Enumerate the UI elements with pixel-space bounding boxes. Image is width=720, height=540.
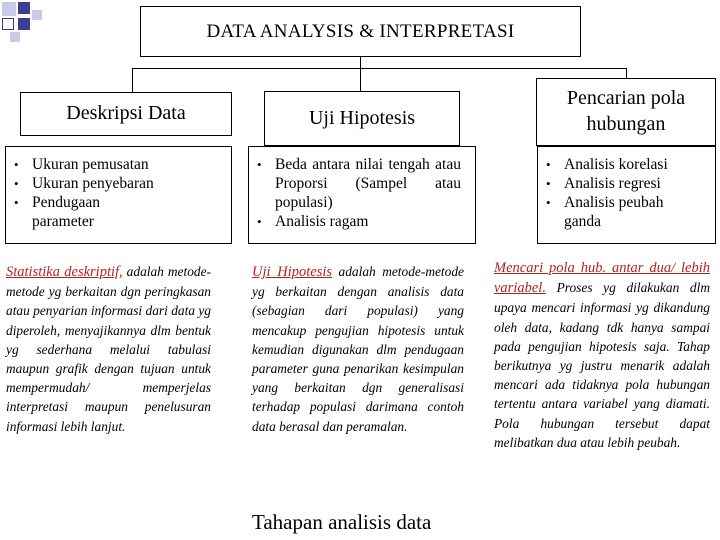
bullet-item: • Ukuran pemusatan — [6, 155, 231, 174]
decorative-square — [2, 2, 16, 16]
bullet-item: • Analisis peubah ganda — [538, 193, 715, 231]
term-uji-hipotesis: Uji Hipotesis — [252, 264, 333, 280]
heading-box-pencarian-pola — [536, 78, 716, 146]
bullet-item: • Ukuran penyebaran — [6, 174, 231, 193]
bullet-item: • Analisis regresi — [538, 174, 715, 193]
description-text: adalah metode-metode yg berkaitan dgn peringkasan atau penyarian informasi dari data yg diperoleh, menyajikannya dlm bentuk yg sederhana melalui tabulasi maupun grafik dengan tujuan untuk mempermudah/ memperjelas interpretasi maupun penelusuran informasi lebih lanjut. — [6, 264, 211, 434]
bullet-box-uji-hipotesis — [248, 146, 476, 244]
bullet-box-pencarian-pola — [537, 146, 716, 244]
bullet-list-uji-hipotesis — [249, 155, 475, 231]
bullet-list-pencarian-pola — [538, 155, 715, 231]
decorative-square — [10, 32, 20, 42]
description-text: Proses yg dilakukan dlm upaya mencari informasi yg dikandung oleh data, kadang tdk hanya sampai pada pengujian hipotesis saja. Tahap berikutnya yg justru menarik adalah mencari ada tidaknya pola hubungan tertentu antara variabel yang diamati. Pola hubungan tersebut dapat melibatkan dua atau lebih peubah. — [494, 280, 710, 450]
decorative-square — [18, 2, 30, 14]
diagram-title: DATA ANALYSIS & INTERPRETASI — [206, 21, 515, 42]
description-text: adalah metode-metode yg berkaitan dengan analisis data (sebagian dari populasi) yang mencakup pengujian hipotesis untuk kemudian digunakan dlm pendugaan parameter guna penarikan kesimpulan yang berkaitan dgn generalisasi terhadap populasi darimana contoh data berasal dan peramalan. — [252, 264, 464, 434]
connector-line — [132, 68, 626, 69]
heading-pencarian-pola: Pencarian pola hubungan — [566, 87, 686, 135]
bullet-list-deskripsi — [6, 155, 231, 231]
bullet-item: • Analisis ragam — [249, 212, 475, 231]
bullet-box-deskripsi — [5, 146, 232, 244]
description-pencarian-pola — [494, 258, 710, 452]
connector-line — [626, 68, 627, 78]
decorative-square — [2, 18, 14, 30]
bullet-item: • Pendugaan parameter — [6, 193, 231, 231]
heading-box-deskripsi — [20, 92, 232, 136]
bullet-item: • Analisis korelasi — [538, 155, 715, 174]
connector-line — [360, 57, 361, 68]
heading-uji-hipotesis: Uji Hipotesis — [308, 107, 416, 129]
connector-line — [360, 68, 361, 91]
description-deskripsi — [6, 262, 211, 436]
decorative-square — [32, 10, 42, 20]
description-uji-hipotesis — [252, 262, 464, 436]
connector-line — [132, 68, 133, 92]
heading-deskripsi: Deskripsi Data — [66, 102, 186, 124]
footer-caption: Tahapan analisis data — [252, 510, 432, 534]
bullet-item: • Beda antara nilai tengah atau Proporsi (Sampel atau populasi) — [249, 155, 475, 212]
term-mencari-pola: Mencari pola hub. antar dua/ lebih variabel. — [494, 260, 710, 297]
title-box — [140, 6, 581, 57]
term-statistika-deskriptif: Statistika deskriptif, — [6, 264, 123, 280]
decorative-square — [18, 18, 30, 30]
heading-box-uji-hipotesis — [264, 91, 460, 146]
